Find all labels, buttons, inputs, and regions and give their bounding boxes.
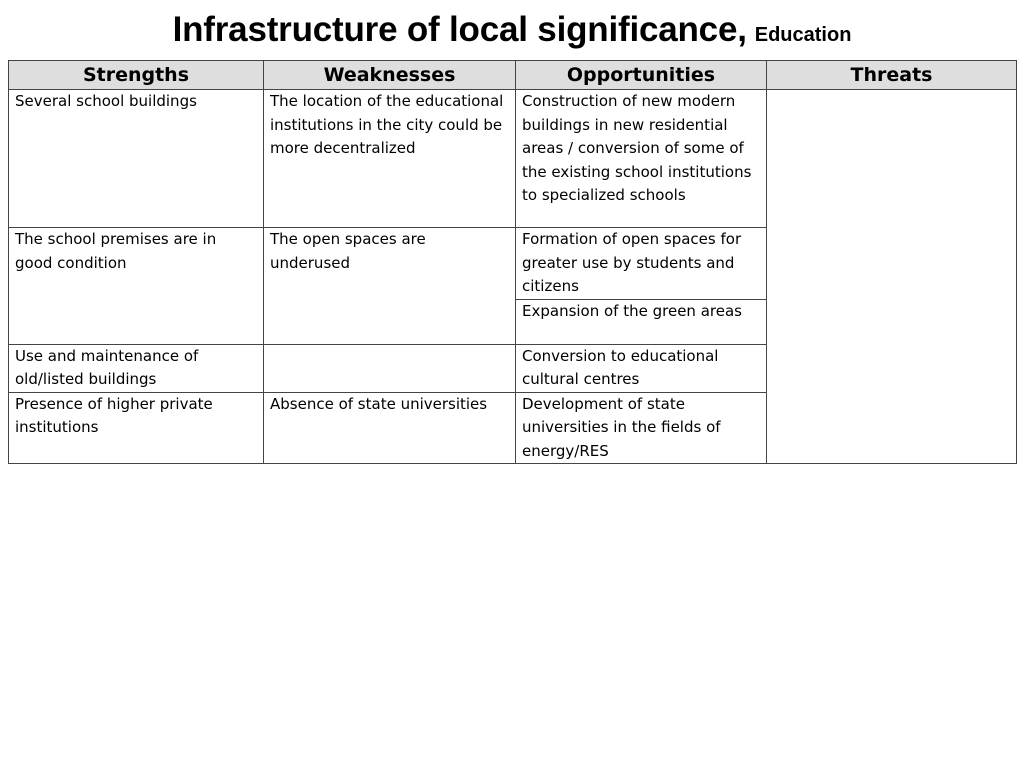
weakness-cell: The location of the educational institutions in the city could be more decentralized xyxy=(264,90,516,228)
opportunity-cell: Expansion of the green areas xyxy=(516,299,767,344)
title-main: Infrastructure of local significance, xyxy=(172,10,747,49)
weakness-cell: The open spaces are underused xyxy=(264,228,516,345)
weakness-cell: Absence of state universities xyxy=(264,392,516,464)
opportunity-cell: Conversion to educational cultural centres xyxy=(516,344,767,392)
weakness-cell xyxy=(264,344,516,392)
opportunity-cell: Development of state universities in the fields of energy/RES xyxy=(516,392,767,464)
opportunity-cell: Construction of new modern buildings in new residential areas / conversion of some of the existing school institutions to specialized schools xyxy=(516,90,767,228)
strength-cell: Use and maintenance of old/listed buildings xyxy=(9,344,264,392)
strength-cell: Several school buildings xyxy=(9,90,264,228)
swot-table xyxy=(8,60,1017,464)
threats-cell xyxy=(767,90,1017,464)
header-row xyxy=(9,61,1017,90)
title-subtitle: Education xyxy=(754,24,852,46)
header-opportunities: Opportunities xyxy=(516,61,767,90)
table-row xyxy=(9,90,1017,228)
strength-cell: Presence of higher private institutions xyxy=(9,392,264,464)
header-threats: Threats xyxy=(767,61,1017,90)
header-weaknesses: Weaknesses xyxy=(264,61,516,90)
opportunity-cell: Formation of open spaces for greater use by students and citizens xyxy=(516,228,767,300)
header-strengths: Strengths xyxy=(9,61,264,90)
slide-title xyxy=(0,10,1024,50)
strength-cell: The school premises are in good condition xyxy=(9,228,264,345)
